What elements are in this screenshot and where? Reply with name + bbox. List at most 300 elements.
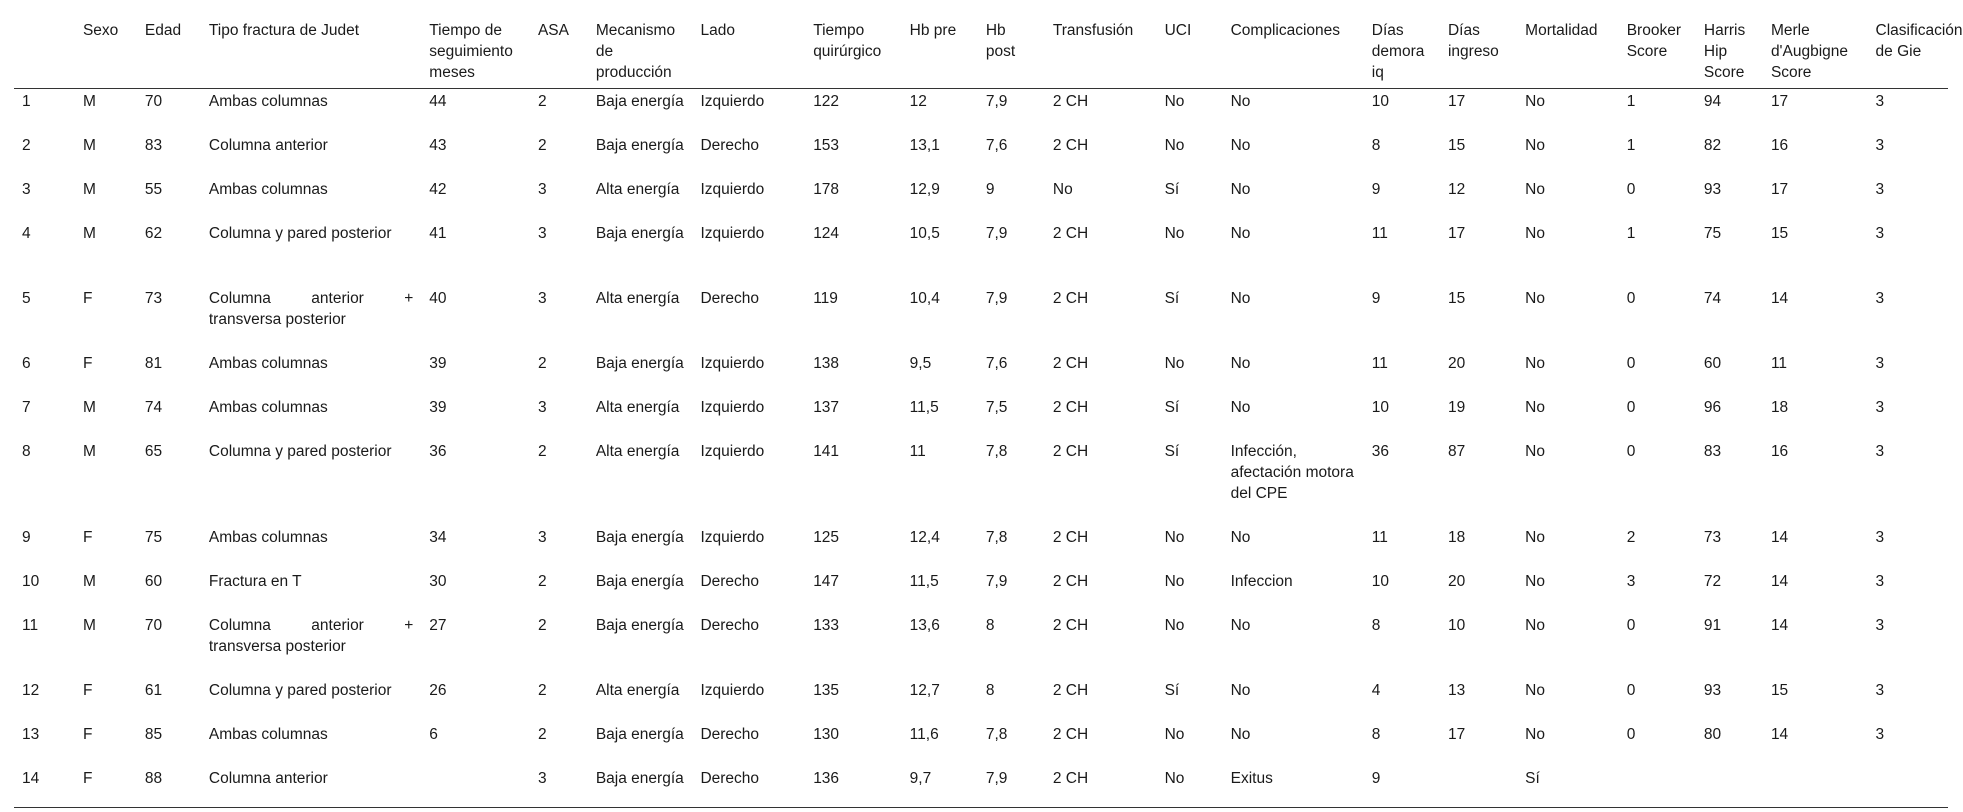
table-cell: 2: [537, 137, 547, 154]
table-cell: [1763, 766, 1868, 808]
table-cell: 0: [1626, 181, 1636, 198]
table-cell: 2: [537, 355, 547, 372]
table-cell: 11: [1371, 225, 1388, 242]
table-cell: Derecho: [700, 617, 760, 634]
table-cell: 43: [429, 137, 447, 154]
table-cell: 11: [1371, 355, 1388, 372]
table-body: [14, 89, 1948, 808]
table-cell: Infeccion: [1230, 573, 1293, 590]
table-cell: M: [82, 181, 96, 198]
table-cell: 14: [1770, 617, 1789, 634]
table-row: [14, 766, 1948, 808]
table-cell: 2 CH: [1052, 355, 1089, 372]
table-cell: 27: [429, 617, 447, 634]
table-cell: 2 CH: [1052, 682, 1089, 699]
column-header: Merle d'Augbigne Score: [1763, 18, 1868, 89]
table-cell: Baja energía: [595, 529, 684, 546]
table-cell: Derecho: [700, 573, 760, 590]
table-cell: F: [82, 529, 93, 546]
table-cell: Izquierdo: [700, 443, 765, 460]
table-row: [14, 395, 1948, 439]
table-cell: 11,6: [909, 726, 939, 743]
table-cell: 75: [144, 529, 163, 546]
table-cell: 10: [1371, 573, 1390, 590]
table-cell: 136: [805, 766, 901, 808]
table-cell: 3: [537, 225, 547, 242]
table-cell: 36: [429, 443, 447, 460]
table-cell: 2 CH: [1052, 726, 1089, 743]
table-cell: Sí: [1164, 443, 1180, 460]
table-cell: 3: [1626, 573, 1636, 590]
table-cell: 2: [537, 573, 547, 590]
table-cell: 2 CH: [1052, 225, 1089, 242]
table-cell: 2 CH: [1052, 399, 1089, 416]
table-cell: 13,6: [909, 617, 940, 634]
table-cell: 4: [1371, 682, 1381, 699]
table-row: [14, 177, 1948, 221]
table-cell: Izquierdo: [700, 93, 765, 110]
table-cell: 44: [429, 93, 447, 110]
table-cell: No: [1230, 682, 1251, 699]
table-cell: No: [1525, 355, 1545, 372]
table-cell: 7,6: [985, 137, 1008, 154]
table-cell: 2: [537, 93, 547, 110]
table-cell: 17: [1770, 181, 1789, 198]
table-cell: 119: [813, 290, 838, 307]
table-cell: 3: [1875, 399, 1885, 416]
table-cell: M: [82, 93, 96, 110]
table-cell: 3: [1875, 93, 1885, 110]
table-cell: No: [1157, 766, 1223, 808]
table-cell: 16: [1770, 137, 1789, 154]
table-cell: 7,8: [985, 529, 1008, 546]
table-cell: 14: [1770, 529, 1789, 546]
table-cell: 9: [1371, 181, 1381, 198]
column-header: Hb post: [978, 18, 1045, 89]
table-cell: 3: [22, 181, 31, 198]
table-cell: 12,4: [909, 529, 940, 546]
table-cell: 1: [1626, 225, 1636, 242]
table-cell: Exitus: [1223, 766, 1364, 808]
table-cell: No: [1164, 355, 1185, 372]
table-cell: 42: [429, 181, 447, 198]
table-cell: Baja energía: [595, 93, 684, 110]
table-cell: No: [1525, 399, 1545, 416]
table-cell: Baja energía: [595, 617, 684, 634]
table-row: [14, 569, 1948, 613]
table-cell: [421, 766, 530, 808]
table-cell: No: [1052, 181, 1073, 198]
table-cell: No: [1525, 137, 1545, 154]
table-cell: 3: [1875, 529, 1885, 546]
table-cell: Baja energía: [595, 225, 684, 242]
table-cell: 9: [1371, 290, 1381, 307]
table-cell: 9: [1364, 766, 1440, 808]
table-cell: 36: [1371, 443, 1390, 460]
table-row: [14, 351, 1948, 395]
table-cell: 3: [1875, 726, 1885, 743]
table-cell: Columna anterior + transversa posterior: [208, 617, 414, 655]
column-header: Días ingreso: [1440, 18, 1517, 89]
table-cell: 41: [429, 225, 447, 242]
table-cell: 1: [1626, 93, 1636, 110]
table-cell: 11: [909, 443, 926, 460]
table-cell: Columna anterior: [208, 137, 328, 154]
column-header: [14, 18, 75, 89]
table-cell: 3: [530, 766, 588, 808]
table-cell: Izquierdo: [700, 355, 765, 372]
column-header: Complicaciones: [1223, 18, 1364, 89]
table-cell: 12: [1447, 181, 1466, 198]
table-cell: Alta energía: [595, 181, 680, 198]
table-cell: Baja energía: [595, 573, 684, 590]
table-cell: 3: [1875, 617, 1885, 634]
table-cell: 2: [22, 137, 31, 154]
table-cell: 3: [1875, 443, 1885, 460]
table-cell: 7,9: [978, 766, 1045, 808]
table-cell: 8: [1371, 726, 1381, 743]
table-cell: 73: [144, 290, 163, 307]
table-cell: 20: [1447, 355, 1466, 372]
table-cell: Sí: [1164, 682, 1180, 699]
table-cell: 2 CH: [1045, 766, 1157, 808]
table-cell: No: [1525, 443, 1545, 460]
table-cell: Columna y pared posterior: [208, 443, 392, 460]
table-cell: 9,5: [909, 355, 932, 372]
table-cell: 0: [1626, 726, 1636, 743]
table-cell: Sí: [1164, 290, 1180, 307]
table-cell: 2 CH: [1052, 617, 1089, 634]
table-cell: 16: [1770, 443, 1789, 460]
table-cell: No: [1525, 617, 1545, 634]
table-row: [14, 133, 1948, 177]
column-header: Mortalidad: [1517, 18, 1619, 89]
table-cell: 7,9: [985, 573, 1008, 590]
table-cell: 96: [1703, 399, 1722, 416]
table-cell: 2: [1626, 529, 1636, 546]
table-cell: M: [82, 137, 96, 154]
column-header: Clasificación de Gie: [1868, 18, 1948, 89]
table-cell: No: [1230, 225, 1251, 242]
table-cell: 10,5: [909, 225, 940, 242]
table-cell: 3: [1875, 290, 1885, 307]
table-cell: No: [1164, 225, 1185, 242]
table-cell: F: [82, 682, 93, 699]
column-header: Harris Hip Score: [1696, 18, 1763, 89]
table-cell: Ambas columnas: [208, 355, 328, 372]
table-cell: Izquierdo: [700, 399, 765, 416]
table-cell: 125: [813, 529, 840, 546]
table-cell: 14: [1770, 573, 1789, 590]
table-cell: 2: [537, 726, 547, 743]
table-cell: 39: [429, 399, 447, 416]
table-cell: 3: [537, 529, 547, 546]
table-cell: 3: [1875, 181, 1885, 198]
table-cell: 91: [1703, 617, 1722, 634]
table-cell: 7: [22, 399, 31, 416]
table-cell: 60: [1703, 355, 1722, 372]
table-cell: 6: [429, 726, 438, 743]
column-header: Tiempo quirúrgico: [805, 18, 901, 89]
column-header: Tiempo de seguimiento meses: [421, 18, 530, 89]
table-cell: 1: [22, 93, 31, 110]
table-cell: 18: [1447, 529, 1466, 546]
table-cell: 94: [1703, 93, 1722, 110]
table-cell: 8: [985, 682, 995, 699]
table-cell: 12,9: [909, 181, 940, 198]
table-header-row: [14, 18, 1948, 89]
table-row: [14, 221, 1948, 286]
table-cell: 12,7: [909, 682, 940, 699]
table-cell: 7,8: [985, 443, 1008, 460]
table-cell: 93: [1703, 181, 1722, 198]
table-cell: 11,5: [909, 573, 939, 590]
table-cell: 10: [1447, 617, 1466, 634]
table-cell: 15: [1447, 137, 1466, 154]
table-cell: No: [1230, 137, 1251, 154]
table-cell: M: [82, 443, 96, 460]
table-cell: 9: [985, 181, 995, 198]
table-cell: No: [1230, 529, 1251, 546]
table-cell: 2 CH: [1052, 573, 1089, 590]
table-cell: 80: [1703, 726, 1722, 743]
table-cell: Izquierdo: [700, 529, 765, 546]
table-cell: Columna y pared posterior: [208, 225, 392, 242]
table-cell: No: [1230, 181, 1251, 198]
table-cell: 2 CH: [1052, 93, 1089, 110]
table-cell: 62: [144, 225, 163, 242]
table-cell: 133: [813, 617, 840, 634]
table-cell: 124: [813, 225, 840, 242]
table-cell: M: [82, 225, 96, 242]
table-cell: 82: [1703, 137, 1722, 154]
table-cell: 74: [1703, 290, 1722, 307]
table-cell: 17: [1447, 93, 1466, 110]
table-cell: Ambas columnas: [208, 93, 328, 110]
table-row: [14, 678, 1948, 722]
table-cell: No: [1230, 290, 1251, 307]
table-cell: 1: [1626, 137, 1636, 154]
table-cell: 30: [429, 573, 447, 590]
table-cell: 3: [1875, 355, 1885, 372]
table-cell: No: [1230, 726, 1251, 743]
table-cell: 81: [144, 355, 163, 372]
table-cell: 93: [1703, 682, 1722, 699]
table-cell: No: [1525, 529, 1545, 546]
table-cell: 40: [429, 290, 447, 307]
table-cell: 7,9: [985, 93, 1008, 110]
table-cell: No: [1525, 93, 1545, 110]
table-cell: Derecho: [700, 726, 760, 743]
table-cell: 7,5: [985, 399, 1008, 416]
table-cell: 4: [22, 225, 31, 242]
table-cell: 0: [1626, 399, 1636, 416]
table-cell: 2 CH: [1052, 137, 1089, 154]
table-cell: No: [1525, 682, 1545, 699]
table-cell: 3: [537, 290, 547, 307]
table-cell: Baja energía: [595, 137, 684, 154]
table-cell: 0: [1626, 290, 1636, 307]
table-cell: 3: [537, 399, 547, 416]
table-cell: 130: [813, 726, 840, 743]
column-header: Brooker Score: [1619, 18, 1696, 89]
table-cell: No: [1164, 617, 1185, 634]
table-cell: Infección, afectación motora del CPE: [1230, 443, 1354, 502]
table-cell: 147: [813, 573, 840, 590]
table-cell: No: [1525, 573, 1545, 590]
table-cell: 2 CH: [1052, 529, 1089, 546]
table-cell: 19: [1447, 399, 1466, 416]
table-cell: 65: [144, 443, 163, 460]
table-cell: 14: [1770, 726, 1789, 743]
table-cell: 15: [1770, 682, 1789, 699]
data-table-container: [14, 18, 1963, 808]
table-cell: 9,7: [902, 766, 978, 808]
table-cell: 3: [537, 181, 547, 198]
column-header: Sexo: [75, 18, 137, 89]
table-cell: Fractura en T: [208, 573, 302, 590]
table-cell: 8: [22, 443, 31, 460]
table-cell: Ambas columnas: [208, 726, 328, 743]
table-cell: No: [1525, 181, 1545, 198]
column-header: UCI: [1157, 18, 1223, 89]
table-cell: No: [1230, 399, 1251, 416]
table-cell: 178: [813, 181, 840, 198]
table-cell: 11: [1371, 529, 1388, 546]
table-cell: 73: [1703, 529, 1722, 546]
table-cell: 70: [144, 93, 163, 110]
table-cell: Alta energía: [595, 682, 680, 699]
table-cell: 11: [1770, 355, 1788, 372]
table-cell: 8: [985, 617, 995, 634]
table-cell: [1440, 766, 1517, 808]
table-cell: F: [82, 290, 93, 307]
table-cell: 7,9: [985, 225, 1008, 242]
table-cell: Sí: [1164, 399, 1180, 416]
table-cell: 70: [144, 617, 163, 634]
table-cell: 85: [144, 726, 163, 743]
table-row: [14, 613, 1948, 678]
table-cell: Alta energía: [595, 399, 680, 416]
table-cell: 14: [1770, 290, 1789, 307]
table-cell: 10,4: [909, 290, 940, 307]
table-cell: 8: [1371, 617, 1381, 634]
table-cell: 18: [1770, 399, 1789, 416]
table-cell: Derecho: [692, 766, 805, 808]
table-cell: 141: [813, 443, 840, 460]
column-header: Transfusión: [1045, 18, 1157, 89]
table-cell: 7,8: [985, 726, 1008, 743]
table-row: [14, 439, 1948, 525]
patients-table: [14, 18, 1963, 808]
table-cell: 0: [1626, 443, 1636, 460]
table-cell: 3: [1875, 682, 1885, 699]
table-cell: 17: [1770, 93, 1789, 110]
table-cell: 153: [813, 137, 840, 154]
table-row: [14, 722, 1948, 766]
table-cell: 11: [22, 617, 39, 634]
table-cell: Izquierdo: [700, 181, 765, 198]
table-cell: 20: [1447, 573, 1466, 590]
table-cell: F: [75, 766, 137, 808]
table-cell: 39: [429, 355, 447, 372]
table-cell: 2: [537, 682, 547, 699]
table-cell: 10: [1371, 399, 1390, 416]
table-cell: 11,5: [909, 399, 939, 416]
table-cell: No: [1164, 137, 1185, 154]
table-cell: 83: [1703, 443, 1722, 460]
table-cell: 60: [144, 573, 163, 590]
table-cell: Sí: [1517, 766, 1619, 808]
table-cell: M: [82, 573, 96, 590]
table-cell: 26: [429, 682, 447, 699]
table-cell: No: [1230, 93, 1251, 110]
table-cell: M: [82, 399, 96, 416]
table-cell: 83: [144, 137, 163, 154]
table-cell: 2: [537, 443, 547, 460]
table-cell: 3: [1875, 225, 1885, 242]
table-cell: 135: [813, 682, 840, 699]
table-cell: 15: [1770, 225, 1789, 242]
column-header: Hb pre: [902, 18, 978, 89]
table-cell: 17: [1447, 225, 1466, 242]
table-cell: 10: [1371, 93, 1390, 110]
table-cell: Columna anterior + transversa posterior: [208, 290, 414, 328]
table-cell: 13: [1447, 682, 1466, 699]
table-cell: F: [82, 726, 93, 743]
column-header: Lado: [692, 18, 805, 89]
table-cell: Ambas columnas: [208, 181, 328, 198]
table-cell: Derecho: [700, 137, 760, 154]
table-cell: No: [1164, 529, 1185, 546]
table-cell: Alta energía: [595, 443, 680, 460]
table-cell: Columna anterior: [201, 766, 421, 808]
table-cell: 12: [22, 682, 40, 699]
table-cell: No: [1525, 290, 1545, 307]
table-cell: No: [1525, 726, 1545, 743]
table-cell: Alta energía: [595, 290, 680, 307]
table-cell: 9: [22, 529, 31, 546]
table-cell: 34: [429, 529, 447, 546]
table-cell: 0: [1626, 682, 1636, 699]
table-cell: Izquierdo: [700, 682, 765, 699]
table-cell: Sí: [1164, 181, 1180, 198]
table-cell: 61: [144, 682, 163, 699]
table-cell: 2 CH: [1052, 290, 1089, 307]
table-cell: 13,1: [909, 137, 940, 154]
table-cell: 3: [1875, 137, 1885, 154]
table-cell: 15: [1447, 290, 1466, 307]
table-cell: Derecho: [700, 290, 760, 307]
table-cell: Ambas columnas: [208, 529, 328, 546]
column-header: Tipo fractura de Judet: [201, 18, 421, 89]
table-cell: Izquierdo: [700, 225, 765, 242]
table-cell: 0: [1626, 355, 1636, 372]
table-cell: 7,9: [985, 290, 1008, 307]
column-header: Edad: [137, 18, 201, 89]
table-cell: 17: [1447, 726, 1466, 743]
table-cell: Baja energía: [595, 355, 684, 372]
table-cell: 74: [144, 399, 163, 416]
table-cell: Ambas columnas: [208, 399, 328, 416]
table-cell: 10: [22, 573, 40, 590]
table-cell: 137: [813, 399, 840, 416]
column-header: Días demora iq: [1364, 18, 1440, 89]
table-cell: 88: [137, 766, 201, 808]
column-header: ASA: [530, 18, 588, 89]
table-cell: 55: [144, 181, 163, 198]
table-cell: No: [1164, 573, 1185, 590]
